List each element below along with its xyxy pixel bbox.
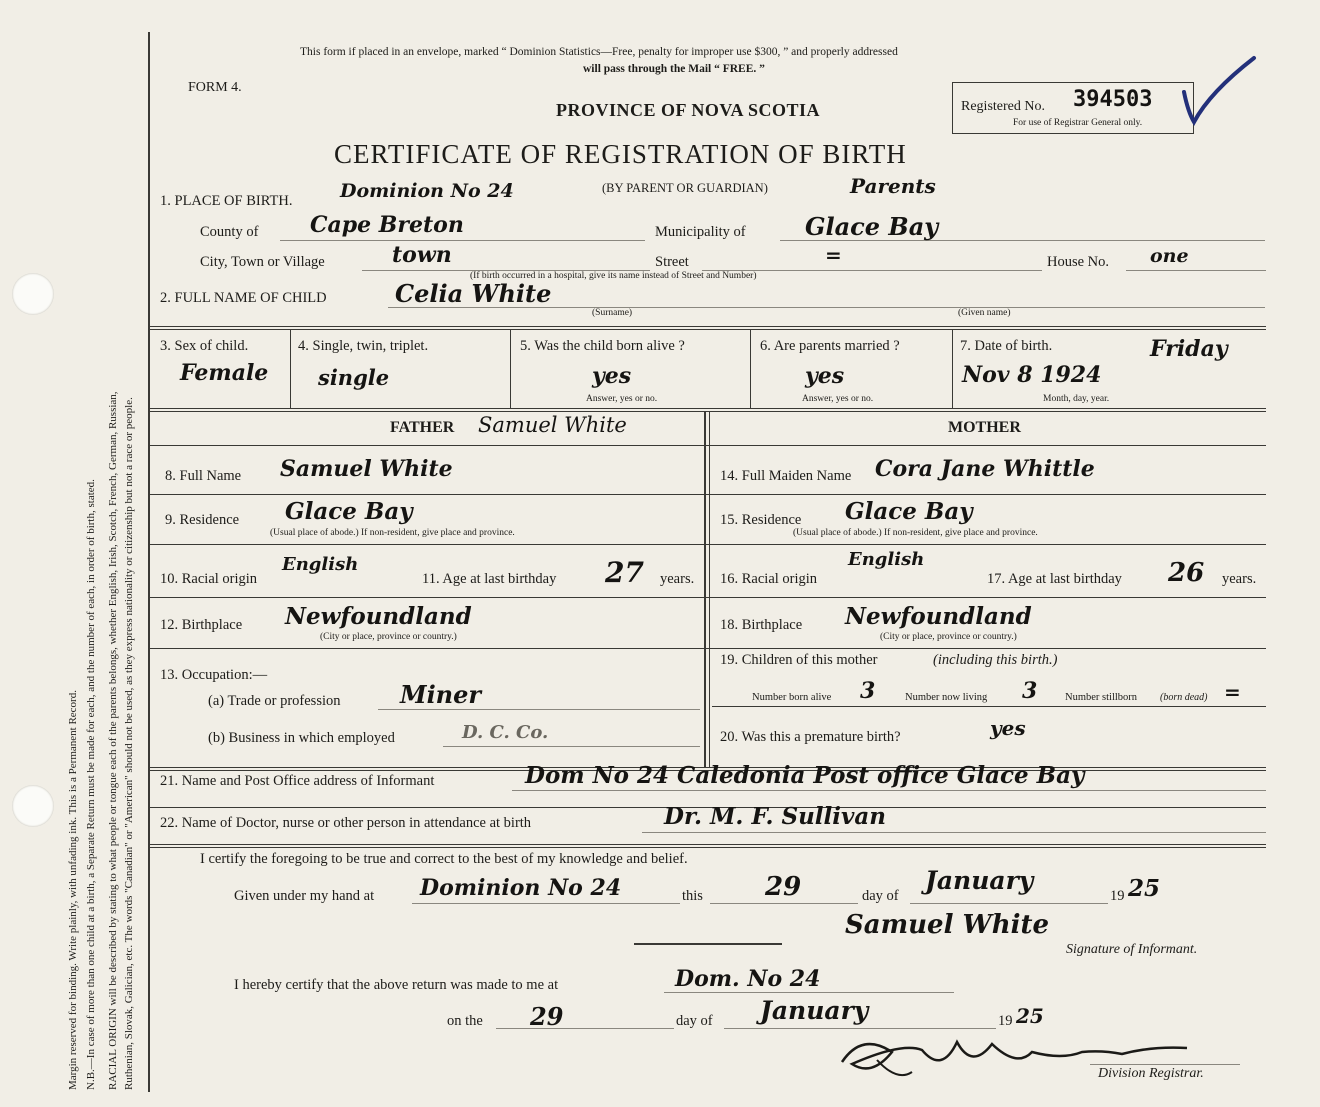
father-age-label: 11. Age at last birthday bbox=[422, 571, 557, 587]
surname-note: (Surname) bbox=[592, 308, 633, 318]
division-registrar-label: Division Registrar. bbox=[1098, 1066, 1204, 1081]
cell-divider-4 bbox=[952, 330, 953, 408]
municipality-label: Municipality of bbox=[655, 224, 746, 240]
father-heading-signature: Samuel White bbox=[478, 413, 627, 437]
section-rule-2b bbox=[150, 411, 1266, 412]
street-value: = bbox=[825, 243, 842, 267]
father-birthplace-note: (City or place, province or country.) bbox=[320, 632, 457, 642]
by-parent-value: Parents bbox=[850, 174, 936, 198]
registered-box bbox=[952, 82, 1194, 134]
margin-note-racial-origin-cont: Ruthenian, Slovak, Galician, etc. The words "Canadian" or "American" should not be used, as they express nationality or citizenship but not a race or people. bbox=[123, 397, 135, 1090]
given-month-rule bbox=[910, 903, 1108, 904]
certify-statement: I certify the foregoing to be true and correct to the best of my knowledge and belief. bbox=[200, 851, 688, 867]
child-name-label: 2. FULL NAME OF CHILD bbox=[160, 290, 327, 306]
now-living-value: 3 bbox=[1022, 678, 1038, 704]
premature-value: yes bbox=[990, 716, 1026, 740]
margin-note-multiple-birth: N.B.—In case of more than one child at a birth, a Separate Return must be made for each, and the number of each, in order of birth, stated. bbox=[85, 479, 97, 1090]
on-the-label: on the bbox=[447, 1013, 483, 1029]
father-age-value: 27 bbox=[605, 556, 644, 589]
date-of-birth-label: 7. Date of birth. bbox=[960, 338, 1053, 354]
reg-year-value: 25 bbox=[1016, 1004, 1044, 1028]
mother-birthplace-note: (City or place, province or country.) bbox=[880, 632, 1017, 642]
house-rule bbox=[1126, 270, 1266, 271]
hospital-note: (If birth occurred in a hospital, give its name instead of Street and Number) bbox=[470, 271, 757, 281]
this-label: this bbox=[682, 888, 703, 904]
informant-label: 21. Name and Post Office address of Informant bbox=[160, 773, 435, 789]
section-rule-2 bbox=[150, 408, 1266, 409]
municipality-value: Glace Bay bbox=[805, 212, 939, 241]
mother-residence-value: Glace Bay bbox=[845, 498, 973, 525]
born-alive-note: Answer, yes or no. bbox=[586, 394, 658, 404]
sex-value: Female bbox=[180, 360, 269, 386]
father-years-label: years. bbox=[660, 571, 695, 587]
father-racial-value: English bbox=[282, 554, 359, 575]
informant-rule bbox=[512, 790, 1266, 791]
date-of-birth-value: Nov 8 1924 bbox=[962, 362, 1102, 388]
children-note: (including this birth.) bbox=[933, 652, 1058, 668]
parents-married-note: Answer, yes or no. bbox=[802, 394, 874, 404]
separator-rule bbox=[634, 943, 782, 945]
mother-name-value: Cora Jane Whittle bbox=[875, 456, 1095, 482]
registrar-signature-rule bbox=[1090, 1064, 1240, 1065]
born-alive-count-label: Number born alive bbox=[752, 692, 832, 703]
now-living-label: Number now living bbox=[905, 692, 988, 703]
cell-divider-1 bbox=[290, 330, 291, 408]
day-of-label: day of bbox=[862, 888, 899, 904]
reg-month-value: January bbox=[760, 996, 869, 1025]
child-name-value: Celia White bbox=[395, 279, 552, 308]
reg-day-rule bbox=[496, 1028, 674, 1029]
row-rule-h2 bbox=[150, 847, 1266, 848]
county-rule bbox=[280, 240, 645, 241]
business-value: D. C. Co. bbox=[462, 722, 549, 743]
binding-hole-bottom bbox=[12, 785, 54, 827]
doctor-value: Dr. M. F. Sullivan bbox=[664, 803, 887, 830]
business-rule bbox=[443, 746, 700, 747]
margin-rule bbox=[148, 32, 150, 1092]
row-rule-h bbox=[150, 844, 1266, 845]
mother-years-label: years. bbox=[1222, 571, 1257, 587]
house-label: House No. bbox=[1047, 254, 1110, 270]
stillborn-label: Number stillborn bbox=[1065, 692, 1138, 703]
father-name-value: Samuel White bbox=[280, 456, 453, 482]
postal-note-line1: This form if placed in an envelope, marked “ Dominion Statistics—Free, penalty for improper use $300, ” and properly addressed bbox=[300, 46, 898, 58]
day-of-week-value: Friday bbox=[1150, 336, 1228, 362]
single-value: single bbox=[318, 365, 390, 390]
place-of-birth-value: Dominion No 24 bbox=[340, 180, 514, 202]
trade-value: Miner bbox=[400, 680, 482, 709]
doctor-label: 22. Name of Doctor, nurse or other person in attendance at birth bbox=[160, 815, 532, 831]
row-rule-d bbox=[150, 597, 1266, 598]
single-label: 4. Single, twin, triplet. bbox=[298, 338, 429, 354]
mother-residence-label: 15. Residence bbox=[720, 512, 802, 528]
section-rule-1b bbox=[150, 329, 1266, 330]
business-label: (b) Business in which employed bbox=[208, 730, 395, 746]
page-title: CERTIFICATE OF REGISTRATION OF BIRTH bbox=[334, 139, 907, 169]
by-parent-label: (BY PARENT OR GUARDIAN) bbox=[602, 181, 768, 195]
binding-hole-top bbox=[12, 273, 54, 315]
street-label: Street bbox=[655, 254, 689, 270]
form-number: FORM 4. bbox=[188, 80, 242, 95]
reg-day-value: 29 bbox=[530, 1002, 564, 1031]
stillborn-note: (born dead) bbox=[1160, 692, 1208, 703]
father-residence-note: (Usual place of abode.) If non-resident, give place and province. bbox=[270, 528, 515, 538]
cell-divider-3 bbox=[750, 330, 751, 408]
row-rule-e bbox=[150, 648, 1266, 649]
reg-year-prefix: 19 bbox=[998, 1013, 1013, 1029]
mother-age-value: 26 bbox=[1168, 558, 1205, 588]
given-day-value: 29 bbox=[765, 872, 802, 902]
year-prefix: 19 bbox=[1110, 888, 1125, 904]
father-residence-label: 9. Residence bbox=[165, 512, 240, 528]
mother-racial-label: 16. Racial origin bbox=[720, 571, 818, 587]
row-rule-a bbox=[150, 445, 1266, 446]
registrar-note: For use of Registrar General only. bbox=[1013, 118, 1143, 128]
father-birthplace-value: Newfoundland bbox=[285, 603, 472, 630]
margin-note-binding: Margin reserved for binding. Write plainly, with unfading ink. This is a Permanent Record. bbox=[67, 690, 79, 1090]
father-birthplace-label: 12. Birthplace bbox=[160, 617, 243, 633]
registrar-statement: I hereby certify that the above return was made to me at bbox=[234, 977, 559, 993]
informant-value: Dom No 24 Caledonia Post office Glace Bay bbox=[525, 762, 1085, 789]
father-heading: FATHER bbox=[390, 419, 455, 436]
given-month-value: January bbox=[925, 866, 1034, 895]
occupation-label: 13. Occupation:— bbox=[160, 667, 268, 683]
father-residence-value: Glace Bay bbox=[285, 498, 413, 525]
row-rule-c bbox=[150, 544, 1266, 545]
registrar-place-value: Dom. No 24 bbox=[675, 966, 821, 992]
mother-birthplace-label: 18. Birthplace bbox=[720, 617, 803, 633]
parents-divider bbox=[704, 412, 706, 767]
province-heading: PROVINCE OF NOVA SCOTIA bbox=[556, 100, 821, 120]
city-value: town bbox=[392, 242, 452, 268]
mother-name-label: 14. Full Maiden Name bbox=[720, 468, 852, 484]
given-name-note: (Given name) bbox=[958, 308, 1011, 318]
margin-note-racial-origin: RACIAL ORIGIN will be described by stating to what people or tongue each of the parents belongs, whether English, Irish, Scotch, French, German, Russian, bbox=[107, 391, 119, 1090]
stillborn-value: = bbox=[1224, 680, 1241, 704]
cell-divider-2 bbox=[510, 330, 511, 408]
given-place-value: Dominion No 24 bbox=[420, 875, 622, 901]
given-place-rule bbox=[412, 903, 680, 904]
house-value: one bbox=[1150, 245, 1189, 267]
row-rule-b bbox=[150, 494, 1266, 495]
given-day-rule bbox=[710, 903, 858, 904]
mother-birthplace-value: Newfoundland bbox=[845, 603, 1032, 630]
registered-number: 394503 bbox=[1073, 87, 1153, 112]
informant-signature-label: Signature of Informant. bbox=[1066, 942, 1198, 957]
sex-label: 3. Sex of child. bbox=[160, 338, 249, 354]
children-rule bbox=[712, 706, 1266, 707]
informant-signature: Samuel White bbox=[845, 910, 1050, 940]
mother-residence-note: (Usual place of abode.) If non-resident, give place and province. bbox=[793, 528, 1038, 538]
mother-racial-value: English bbox=[848, 549, 925, 570]
date-of-birth-note: Month, day, year. bbox=[1043, 394, 1110, 404]
parents-married-label: 6. Are parents married ? bbox=[760, 338, 900, 354]
parents-divider-b bbox=[709, 412, 710, 767]
place-of-birth-label: 1. PLACE OF BIRTH. bbox=[160, 193, 293, 209]
born-alive-label: 5. Was the child born alive ? bbox=[520, 338, 685, 354]
registered-label: Registered No. bbox=[961, 99, 1045, 114]
born-alive-value: yes bbox=[592, 363, 632, 389]
doctor-rule bbox=[642, 832, 1266, 833]
mother-heading: MOTHER bbox=[948, 419, 1021, 436]
county-label: County of bbox=[200, 224, 259, 240]
parents-married-value: yes bbox=[805, 363, 845, 389]
trade-label: (a) Trade or profession bbox=[208, 693, 341, 709]
postal-note-line2: will pass through the Mail “ FREE. ” bbox=[583, 63, 765, 75]
check-mark-icon bbox=[1180, 52, 1260, 132]
reg-day-of-label: day of bbox=[676, 1013, 713, 1029]
given-label: Given under my hand at bbox=[234, 888, 375, 904]
premature-label: 20. Was this a premature birth? bbox=[720, 729, 901, 745]
city-label: City, Town or Village bbox=[200, 254, 325, 270]
born-alive-count-value: 3 bbox=[860, 678, 876, 704]
father-racial-label: 10. Racial origin bbox=[160, 571, 258, 587]
trade-rule bbox=[378, 709, 700, 710]
county-value: Cape Breton bbox=[310, 212, 464, 238]
mother-age-label: 17. Age at last birthday bbox=[987, 571, 1122, 587]
children-label: 19. Children of this mother bbox=[720, 652, 878, 668]
given-year-value: 25 bbox=[1128, 875, 1161, 902]
father-name-label: 8. Full Name bbox=[165, 468, 242, 484]
registrar-place-rule bbox=[664, 992, 954, 993]
section-rule-1 bbox=[150, 326, 1266, 327]
